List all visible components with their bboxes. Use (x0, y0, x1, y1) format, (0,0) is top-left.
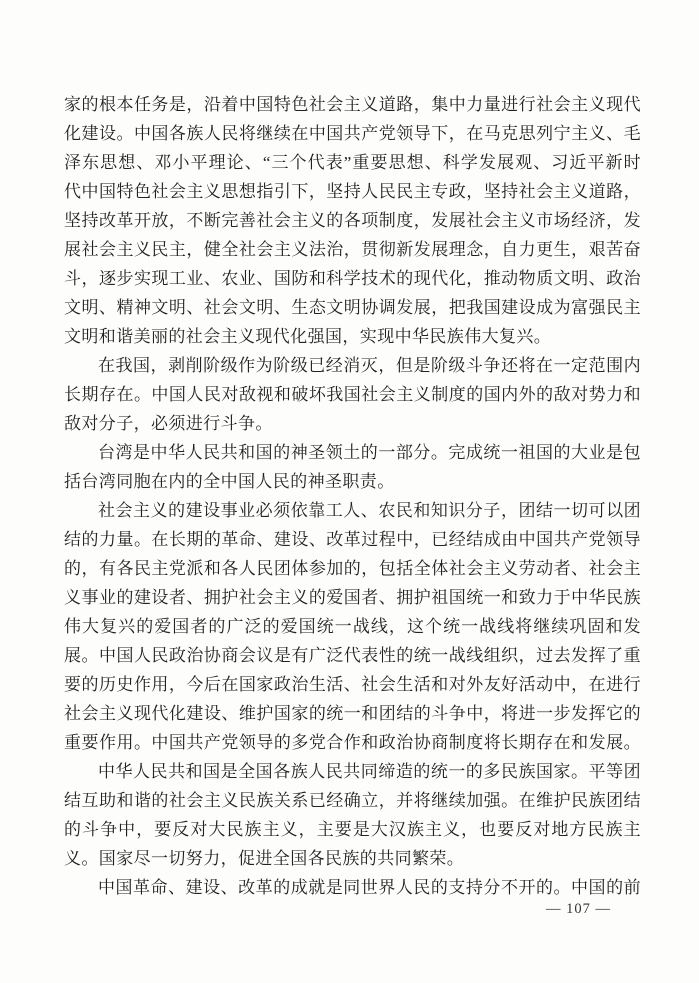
text-line: 结互助和谐的社会主义民族关系已经确立，并将继续加强。在维护民族团结 (64, 791, 641, 810)
text-line: 的斗争中，要反对大民族主义，主要是大汉族主义，也要反对地方民族主 (64, 820, 641, 839)
text-line: 斗，逐步实现工业、农业、国防和科学技术的现代化，推动物质文明、政治 (64, 269, 641, 288)
text-line: 括台湾同胞在内的全中国人民的神圣职责。 (64, 472, 395, 491)
text-line: 文明、精神文明、社会文明、生态文明协调发展，把我国建设成为富强民主 (64, 298, 641, 317)
text-line: 义事业的建设者、拥护社会主义的爱国者、拥护祖国统一和致力于中华民族 (64, 588, 641, 607)
text-line: 坚持改革开放，不断完善社会主义的各项制度，发展社会主义市场经济，发 (64, 211, 641, 230)
text-line: 文明和谐美丽的社会主义现代化强国，实现中华民族伟大复兴。 (64, 327, 552, 346)
text-line: 中国革命、建设、改革的成就是同世界人民的支持分不开的。中国的前 (98, 878, 641, 897)
text-line: 敌对分子，必须进行斗争。 (64, 414, 273, 433)
text-line: 泽东思想、邓小平理论、“三个代表”重要思想、科学发展观、习近平新时 (64, 153, 641, 172)
text-line: 要的历史作用，今后在国家政治生活、社会生活和对外友好活动中，在进行 (64, 675, 641, 694)
text-line: 化建设。中国各族人民将继续在中国共产党领导下，在马克思列宁主义、毛 (64, 124, 641, 143)
text-line: 伟大复兴的爱国者的广泛的爱国统一战线，这个统一战线将继续巩固和发 (64, 617, 641, 636)
page-number: — 107 — (546, 901, 611, 917)
text-line: 中华人民共和国是全国各族人民共同缔造的统一的多民族国家。平等团 (98, 762, 641, 781)
text-line: 结的力量。在长期的革命、建设、改革过程中，已经结成由中国共产党领导 (64, 530, 641, 549)
text-line: 台湾是中华人民共和国的神圣领土的一部分。完成统一祖国的大业是包 (98, 443, 641, 462)
text-line: 家的根本任务是，沿着中国特色社会主义道路，集中力量进行社会主义现代 (64, 95, 641, 114)
text-line: 社会主义现代化建设、维护国家的统一和团结的斗争中，将进一步发挥它的 (64, 704, 641, 723)
text-line: 的，有各民主党派和各人民团体参加的，包括全体社会主义劳动者、社会主 (64, 559, 641, 578)
text-line: 展。中国人民政治协商会议是有广泛代表性的统一战线组织，过去发挥了重 (64, 646, 641, 665)
text-line: 社会主义的建设事业必须依靠工人、农民和知识分子，团结一切可以团 (98, 501, 641, 520)
text-line: 展社会主义民主，健全社会主义法治，贯彻新发展理念，自力更生，艰苦奋 (64, 240, 641, 259)
text-line: 在我国，剥削阶级作为阶级已经消灭，但是阶级斗争还将在一定范围内 (98, 356, 641, 375)
document-text (64, 90, 641, 902)
text-line: 义。国家尽一切努力，促进全国各民族的共同繁荣。 (64, 849, 465, 868)
text-line: 长期存在。中国人民对敌视和破坏我国社会主义制度的国内外的敌对势力和 (64, 385, 641, 404)
text-line: 重要作用。中国共产党领导的多党合作和政治协商制度将长期存在和发展。 (64, 733, 641, 752)
text-line: 代中国特色社会主义思想指引下，坚持人民民主专政，坚持社会主义道路， (64, 182, 641, 201)
